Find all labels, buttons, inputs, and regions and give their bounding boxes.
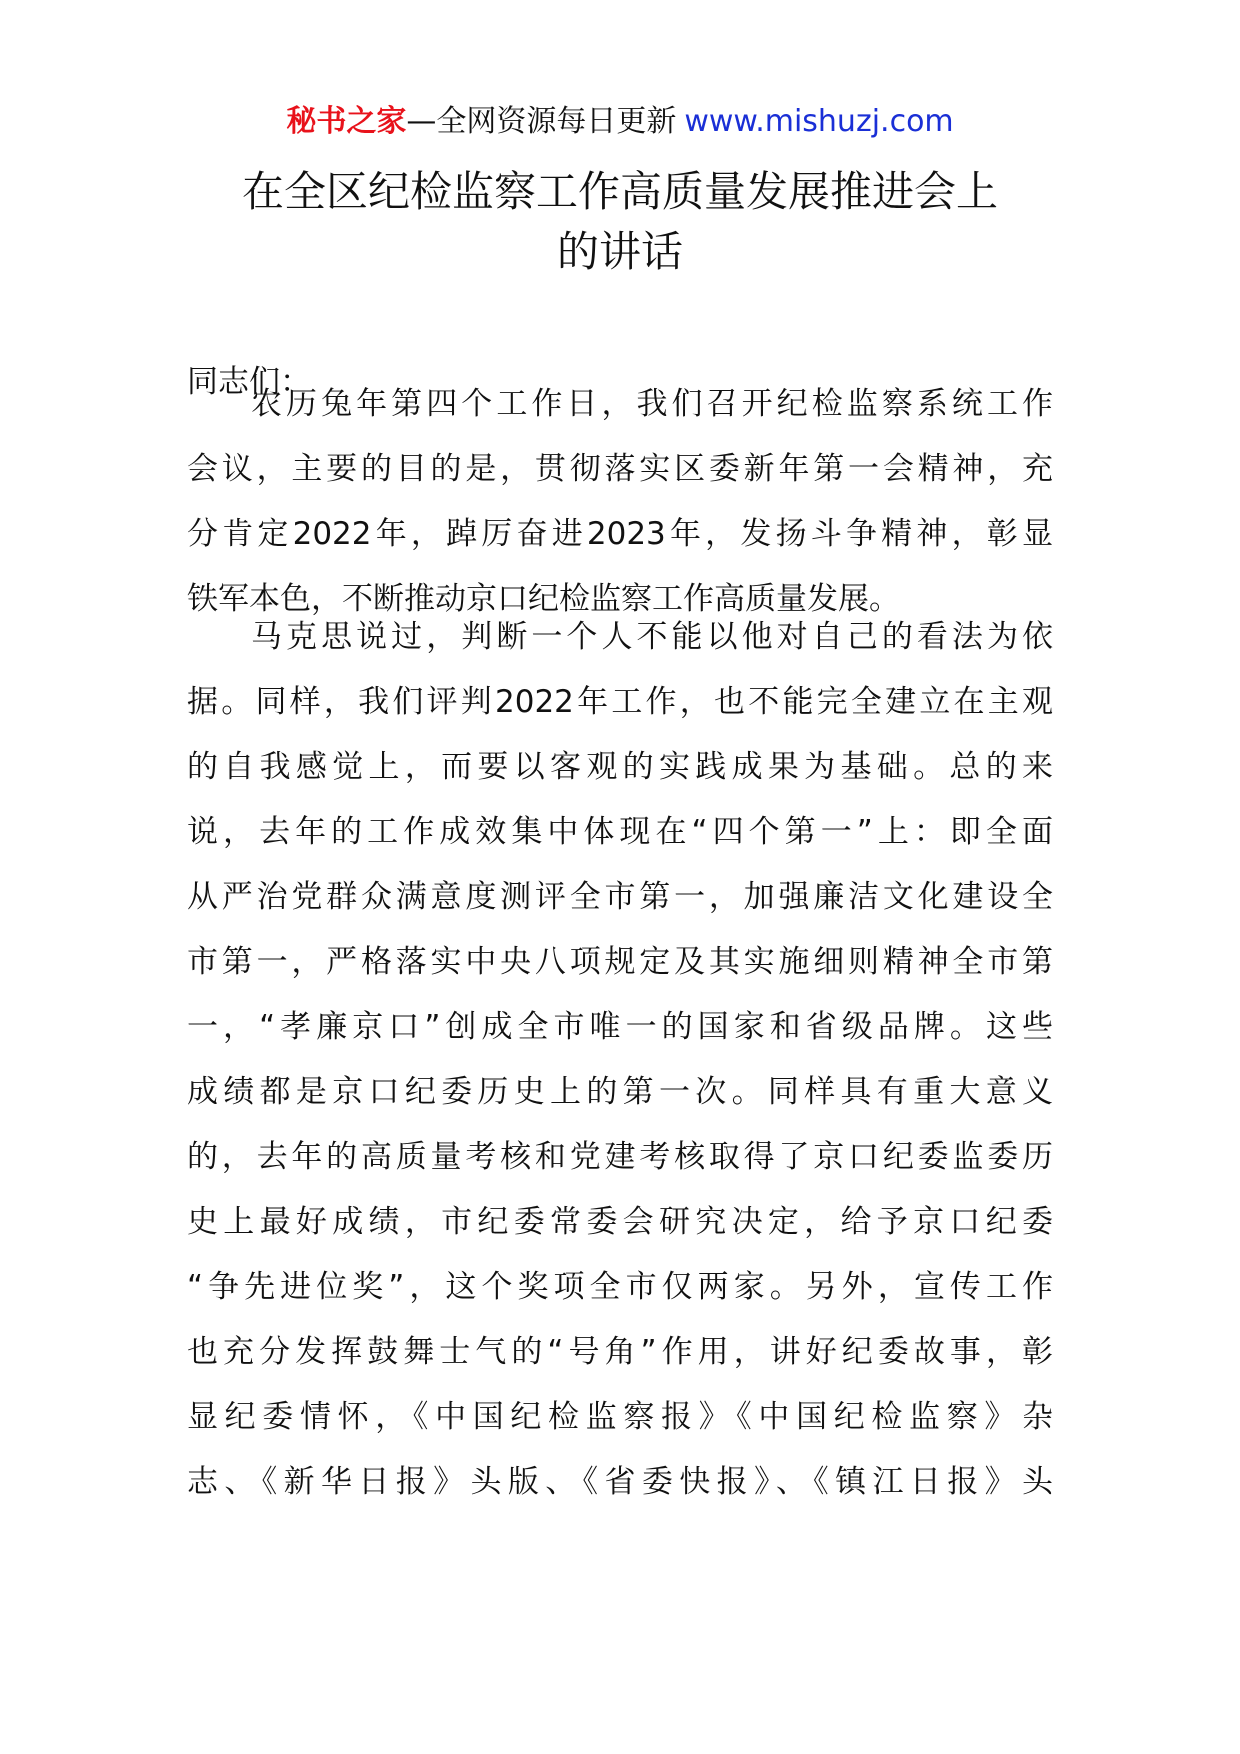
paragraph-line: 成绩都是京口纪委历史上的第一次。同样具有重大意义: [187, 1074, 1053, 1110]
paragraph-line: 农历兔年第四个工作日，我们召开纪检监察系统工作: [251, 386, 1053, 422]
paragraph-line: 马克思说过，判断一个人不能以他对自己的看法为依: [251, 619, 1053, 655]
salutation: 同志们：: [187, 364, 311, 400]
paragraph-1: [187, 372, 1053, 632]
paragraph-line: 也充分发挥鼓舞士气的“号角”作用，讲好纪委故事，彰: [187, 1334, 1053, 1370]
paragraph-line: “争先进位奖”，这个奖项全市仅两家。另外，宣传工作: [187, 1269, 1053, 1305]
paragraph-line: 从严治党群众满意度测评全市第一，加强廉洁文化建设全: [187, 879, 1053, 915]
document-title: [186, 162, 1054, 282]
paragraph-line: 史上最好成绩，市纪委常委会研究决定，给予京口纪委: [187, 1204, 1053, 1240]
paragraph-line: 的，去年的高质量考核和党建考核取得了京口纪委监委历: [187, 1139, 1053, 1175]
paragraph-line: 的自我感觉上，而要以客观的实践成果为基础。总的来: [187, 749, 1053, 785]
paragraph-2: [187, 605, 1053, 1515]
paragraph-line: 显纪委情怀，《中国纪检监察报》《中国纪检监察》杂: [187, 1399, 1053, 1435]
paragraph-line: 说，去年的工作成效集中体现在“四个第一”上：即全面: [187, 814, 1053, 850]
brand-name: 秘书之家: [286, 104, 407, 139]
paragraph-line: 分肯定2022年，踔厉奋进2023年，发扬斗争精神，彰显: [187, 516, 1053, 552]
paragraph-line: 会议，主要的目的是，贯彻落实区委新年第一会精神，充: [187, 451, 1053, 487]
site-header: [0, 100, 1240, 144]
paragraph-line: 志、《新华日报》头版、《省委快报》、《镇江日报》头: [187, 1464, 1053, 1500]
paragraph-line: 铁军本色，不断推动京口纪检监察工作高质量发展。: [187, 581, 900, 617]
site-slogan: —全网资源每日更新: [406, 104, 677, 139]
site-url-link[interactable]: www.mishuzj.com: [684, 104, 954, 139]
title-line-2: 的讲话: [556, 227, 683, 276]
paragraph-line: 市第一，严格落实中央八项规定及其实施细则精神全市第: [187, 944, 1053, 980]
title-line-1: 在全区纪检监察工作高质量发展推进会上: [241, 167, 998, 216]
paragraph-line: 一，“孝廉京口”创成全市唯一的国家和省级品牌。这些: [187, 1009, 1053, 1045]
paragraph-line: 据。同样，我们评判2022年工作，也不能完全建立在主观: [187, 684, 1053, 720]
